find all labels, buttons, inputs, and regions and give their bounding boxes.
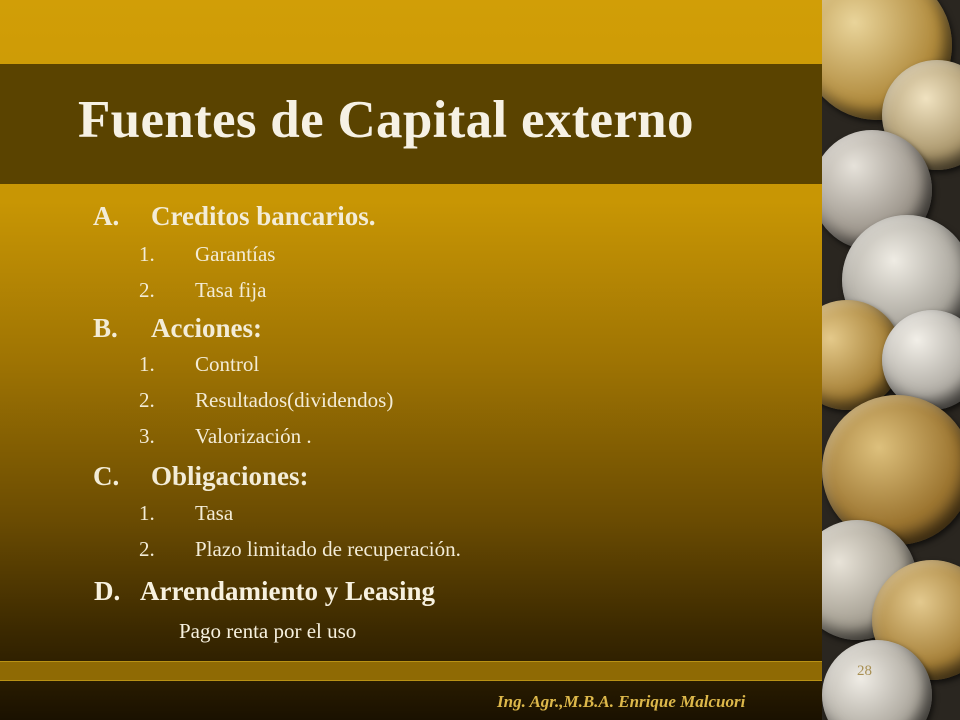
- list-item-label: Valorización .: [195, 424, 312, 448]
- footer-bar: [0, 661, 822, 681]
- list-marker: 3.: [139, 424, 155, 448]
- list-item-label: Garantías: [195, 242, 276, 266]
- section-d-marker: D.: [94, 576, 121, 606]
- section-a-item-1: [139, 242, 275, 267]
- section-a-label: Creditos bancarios.: [151, 201, 376, 231]
- section-d: [94, 576, 435, 607]
- page-number: 28: [857, 663, 872, 679]
- section-c-label: Obligaciones:: [151, 461, 309, 491]
- list-item-label: Plazo limitado de recuperación.: [195, 537, 461, 561]
- list-item-label: Resultados(dividendos): [195, 388, 394, 412]
- list-item-label: Tasa fija: [195, 278, 267, 302]
- section-c: [93, 461, 309, 492]
- section-a: [93, 201, 376, 232]
- list-item-label: Control: [195, 352, 260, 376]
- list-marker: 2.: [139, 278, 155, 302]
- list-marker: 1.: [139, 501, 155, 525]
- section-d-label: Arrendamiento y Leasing: [140, 576, 435, 606]
- section-a-marker: A.: [93, 201, 120, 231]
- section-b-item-3: [139, 424, 312, 449]
- section-c-marker: C.: [93, 461, 120, 491]
- list-marker: 2.: [139, 537, 155, 561]
- section-c-item-2: [139, 537, 461, 562]
- list-item-label: Tasa: [195, 501, 234, 525]
- section-b-item-2: [139, 388, 393, 413]
- section-b-label: Acciones:: [151, 313, 262, 343]
- section-b: [93, 313, 262, 344]
- coins-photo: [822, 0, 960, 720]
- list-marker: 1.: [139, 352, 155, 376]
- section-b-item-1: [139, 352, 259, 377]
- list-marker: 2.: [139, 388, 155, 412]
- slide-title: Fuentes de Capital externo: [78, 91, 694, 149]
- list-marker: 1.: [139, 242, 155, 266]
- section-a-item-2: [139, 278, 266, 303]
- section-b-marker: B.: [93, 313, 118, 343]
- section-d-note: Pago renta por el uso: [179, 619, 357, 643]
- section-c-item-1: [139, 501, 233, 526]
- author-credit: Ing. Agr.,M.B.A. Enrique Malcuori: [497, 692, 746, 711]
